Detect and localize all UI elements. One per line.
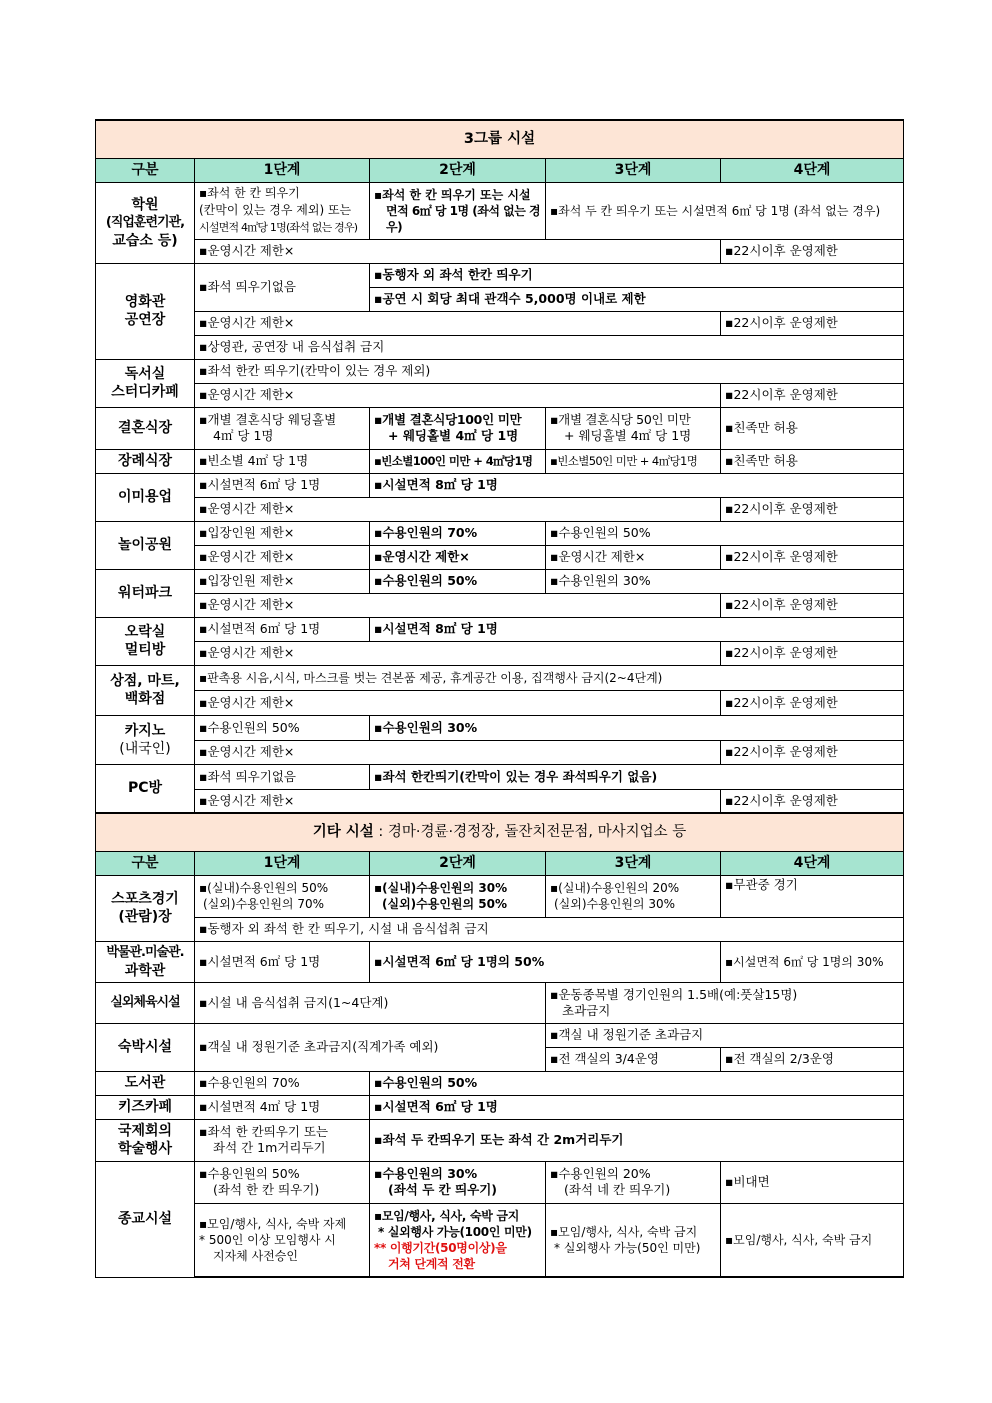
cell: ▪시설면적 6㎡ 당 1명의 30%: [721, 941, 904, 982]
table-row: [96, 1161, 904, 1203]
table-row: [96, 311, 904, 335]
cell: ▪운영시간 제한×: [195, 789, 721, 813]
cell: ▪운영시간 제한×: [195, 593, 721, 617]
cell: ▪객실 내 정원기준 초과금지(직계가족 예외): [195, 1023, 546, 1071]
category-cell: 상점, 마트, 백화점: [96, 665, 195, 715]
table-row: [96, 789, 904, 813]
cell: ▪시설 내 음식섭취 금지(1~4단계): [195, 982, 546, 1023]
cell: ▪비대면: [721, 1161, 904, 1203]
table-row: [96, 593, 904, 617]
cell: ▪수용인원의 50%: [370, 1071, 904, 1095]
cell: ▪친족만 허용: [721, 449, 904, 473]
category-cell: 키즈카페: [96, 1095, 195, 1119]
cell: ▪빈소별100인 미만 + 4㎡당1명: [370, 449, 546, 473]
cell: ▪수용인원의 70%: [370, 521, 546, 545]
header-stage-3: 3단계: [546, 851, 721, 875]
cell: ▪22시이후 운영제한: [721, 545, 904, 569]
header-stage-4: 4단계: [721, 158, 904, 182]
table-row: [96, 764, 904, 789]
table-row: [96, 740, 904, 764]
table-row: [96, 1119, 904, 1161]
cell: ▪개별 결혼식당 웨딩홀별 4㎡ 당 1명: [195, 407, 370, 449]
table-row: [96, 715, 904, 740]
header-category: 구분: [96, 851, 195, 875]
cell: ▪좌석 띄우기없음: [195, 263, 370, 311]
header-stage-2: 2단계: [370, 158, 546, 182]
cell: ▪수용인원의 50% (좌석 한 칸 띄우기): [195, 1161, 370, 1203]
cell: ▪22시이후 운영제한: [721, 641, 904, 665]
cell: ▪무관중 경기: [721, 875, 904, 917]
cell: ▪입장인원 제한×: [195, 569, 370, 593]
cell: ▪운영시간 제한×: [195, 641, 721, 665]
cell: ▪빈소별 4㎡ 당 1명: [195, 449, 370, 473]
cell: ▪공연 시 회당 최대 관객수 5,000명 이내로 제한: [370, 287, 904, 311]
category-cell: 오락실 멀티방: [96, 617, 195, 665]
table-row: [96, 182, 904, 239]
cell: ▪수용인원의 70%: [195, 1071, 370, 1095]
cell: ▪동행자 외 좌석 한칸 띄우기: [370, 263, 904, 287]
cell: ▪좌석 한 칸띄우기 또는 좌석 간 1m거리두기: [195, 1119, 370, 1161]
table-row: [96, 941, 904, 982]
header-row: [96, 158, 904, 182]
cell: ▪좌석 띄우기없음: [195, 764, 370, 789]
cell: ▪운영시간 제한×: [195, 690, 721, 715]
cell: ▪판촉용 시음,시식, 마스크를 벗는 견본품 제공, 휴게공간 이용, 집객행사 금지(2~4단계): [195, 665, 904, 690]
facility-rules-table: [95, 119, 904, 1278]
table-row: [96, 383, 904, 407]
category-cell: 국제회의 학술행사: [96, 1119, 195, 1161]
table-row: [96, 569, 904, 593]
cell: ▪22시이후 운영제한: [721, 239, 904, 263]
cell: ▪좌석 한칸 띄우기(칸막이 있는 경우 제외): [195, 359, 904, 383]
table-row: [96, 239, 904, 263]
category-cell: 워터파크: [96, 569, 195, 617]
cell: ▪운영시간 제한×: [195, 545, 370, 569]
table-row: [96, 263, 904, 287]
cell: ▪수용인원의 30% (좌석 두 칸 띄우기): [370, 1161, 546, 1203]
cell: ▪좌석 한칸띄기(칸막이 있는 경우 좌석띄우기 없음): [370, 764, 904, 789]
cell: ▪22시이후 운영제한: [721, 383, 904, 407]
cell: ▪22시이후 운영제한: [721, 311, 904, 335]
category-cell: 놀이공원: [96, 521, 195, 569]
header-row: [96, 851, 904, 875]
category-cell: 실외체육시설: [96, 982, 195, 1023]
table-row: [96, 359, 904, 383]
cell: ▪운영시간 제한×: [195, 239, 721, 263]
section-title: 기타 시설 : 경마·경륜·경정장, 돌잔치전문점, 마사지업소 등: [96, 813, 904, 851]
cell: ▪운동종목별 경기인원의 1.5배(예:풋살15명) 초과금지: [546, 982, 904, 1023]
category-cell: 숙박시설: [96, 1023, 195, 1071]
cell: ▪시설면적 6㎡ 당 1명: [195, 941, 370, 982]
cell: ▪모임/행사, 식사, 숙박 금지 * 실외행사 가능(50인 미만): [546, 1203, 721, 1277]
cell: ▪운영시간 제한×: [195, 740, 721, 764]
cell: ▪수용인원의 50%: [195, 715, 370, 740]
cell: ▪시설면적 8㎡ 당 1명: [370, 617, 904, 641]
cell: ▪22시이후 운영제한: [721, 690, 904, 715]
cell: ▪친족만 허용: [721, 407, 904, 449]
table-row: [96, 521, 904, 545]
cell: ▪(실내)수용인원의 50% (실외)수용인원의 70%: [195, 875, 370, 917]
cell: ▪시설면적 8㎡ 당 1명: [370, 473, 904, 497]
category-cell: 장례식장: [96, 449, 195, 473]
section-title-row: [96, 813, 904, 851]
cell: ▪시설면적 6㎡ 당 1명의 50%: [370, 941, 721, 982]
cell: ▪운영시간 제한×: [546, 545, 721, 569]
cell: ▪시설면적 6㎡ 당 1명: [195, 473, 370, 497]
cell: ▪입장인원 제한×: [195, 521, 370, 545]
cell: ▪운영시간 제한×: [195, 497, 721, 521]
cell: ▪빈소별50인 미만 + 4㎡당1명: [546, 449, 721, 473]
header-stage-1: 1단계: [195, 158, 370, 182]
header-stage-2: 2단계: [370, 851, 546, 875]
category-cell: 박물관.미술관. 과학관: [96, 941, 195, 982]
cell: ▪좌석 두 칸 띄우기 또는 시설면적 6㎡ 당 1명 (좌석 없는 경우): [546, 182, 904, 239]
cell: ▪시설면적 6㎡ 당 1명: [195, 617, 370, 641]
cell: ▪수용인원의 30%: [370, 715, 904, 740]
cell: ▪수용인원의 50%: [546, 521, 904, 545]
table-row: [96, 875, 904, 917]
category-cell: 이미용업: [96, 473, 195, 521]
table-row: [96, 617, 904, 641]
table-row: [96, 1023, 904, 1047]
category-cell: 영화관 공연장: [96, 263, 195, 359]
category-cell: 도서관: [96, 1071, 195, 1095]
category-cell: 스포츠경기 (관람)장: [96, 875, 195, 941]
category-cell: 학원 (직업훈련기관, 교습소 등): [96, 182, 195, 263]
table-row: [96, 1095, 904, 1119]
table-row: [96, 473, 904, 497]
cell: ▪좌석 한 칸 띄우기 또는 시설 면적 6㎡ 당 1명 (좌석 없는 경우): [370, 182, 546, 239]
header-stage-3: 3단계: [546, 158, 721, 182]
header-stage-4: 4단계: [721, 851, 904, 875]
category-cell: 독서실 스터디카페: [96, 359, 195, 407]
cell: ▪시설면적 6㎡ 당 1명: [370, 1095, 904, 1119]
notice-text: ** 이행기간(50명이상)을: [374, 1240, 507, 1255]
table-row: [96, 497, 904, 521]
table-row: [96, 690, 904, 715]
header-category: 구분: [96, 158, 195, 182]
table-row: [96, 665, 904, 690]
header-stage-1: 1단계: [195, 851, 370, 875]
category-cell: 결혼식장: [96, 407, 195, 449]
cell: ▪22시이후 운영제한: [721, 789, 904, 813]
cell: ▪모임/행사, 식사, 숙박 자제 * 500인 이상 모임행사 시 지자체 사전승인: [195, 1203, 370, 1277]
section-title-row: [96, 120, 904, 158]
cell: ▪수용인원의 50%: [370, 569, 546, 593]
cell: ▪모임/행사, 식사, 숙박 금지: [721, 1203, 904, 1277]
table-row: [96, 982, 904, 1023]
cell: ▪전 객실의 3/4운영: [546, 1047, 721, 1071]
table-row: [96, 1203, 904, 1277]
table-row: [96, 917, 904, 941]
cell: ▪(실내)수용인원의 20% (실외)수용인원의 30%: [546, 875, 721, 917]
cell: ▪객실 내 정원기준 초과금지: [546, 1023, 904, 1047]
table-row: [96, 545, 904, 569]
cell: ▪동행자 외 좌석 한 칸 띄우기, 시설 내 음식섭취 금지: [195, 917, 904, 941]
cell: ▪22시이후 운영제한: [721, 497, 904, 521]
cell: ▪좌석 한 칸 띄우기 (칸막이 있는 경우 제외) 또는 시설면적 4㎡당 1명(좌석 없는 경우): [195, 182, 370, 239]
cell: ▪운영시간 제한×: [195, 311, 721, 335]
cell: ▪운영시간 제한×: [195, 383, 721, 407]
cell: ▪좌석 두 칸띄우기 또는 좌석 간 2m거리두기: [370, 1119, 904, 1161]
cell: ▪개별 결혼식당100인 미만 + 웨딩홀별 4㎡ 당 1명: [370, 407, 546, 449]
cell: ▪상영관, 공연장 내 음식섭취 금지: [195, 335, 904, 359]
cell: ▪수용인원의 20% (좌석 네 칸 띄우기): [546, 1161, 721, 1203]
cell: ▪모임/행사, 식사, 숙박 금지 * 실외행사 가능(100인 미만) ** 이행기간(50명이상)을 거쳐 단계적 전환: [370, 1203, 546, 1277]
cell: ▪시설면적 4㎡ 당 1명: [195, 1095, 370, 1119]
document-body: [95, 119, 903, 1278]
cell: ▪개별 결혼식당 50인 미만 + 웨딩홀별 4㎡ 당 1명: [546, 407, 721, 449]
table-row: [96, 641, 904, 665]
section-title: 3그룹 시설: [96, 120, 904, 158]
category-cell: PC방: [96, 764, 195, 813]
cell: ▪운영시간 제한×: [370, 545, 546, 569]
table-row: [96, 407, 904, 449]
cell: ▪22시이후 운영제한: [721, 740, 904, 764]
category-cell: 종교시설: [96, 1161, 195, 1277]
cell: ▪수용인원의 30%: [546, 569, 904, 593]
category-cell: 카지노 (내국인): [96, 715, 195, 764]
cell: ▪(실내)수용인원의 30% (실외)수용인원의 50%: [370, 875, 546, 917]
table-row: [96, 449, 904, 473]
cell: ▪전 객실의 2/3운영: [721, 1047, 904, 1071]
cell: ▪22시이후 운영제한: [721, 593, 904, 617]
table-row: [96, 1071, 904, 1095]
table-row: [96, 335, 904, 359]
